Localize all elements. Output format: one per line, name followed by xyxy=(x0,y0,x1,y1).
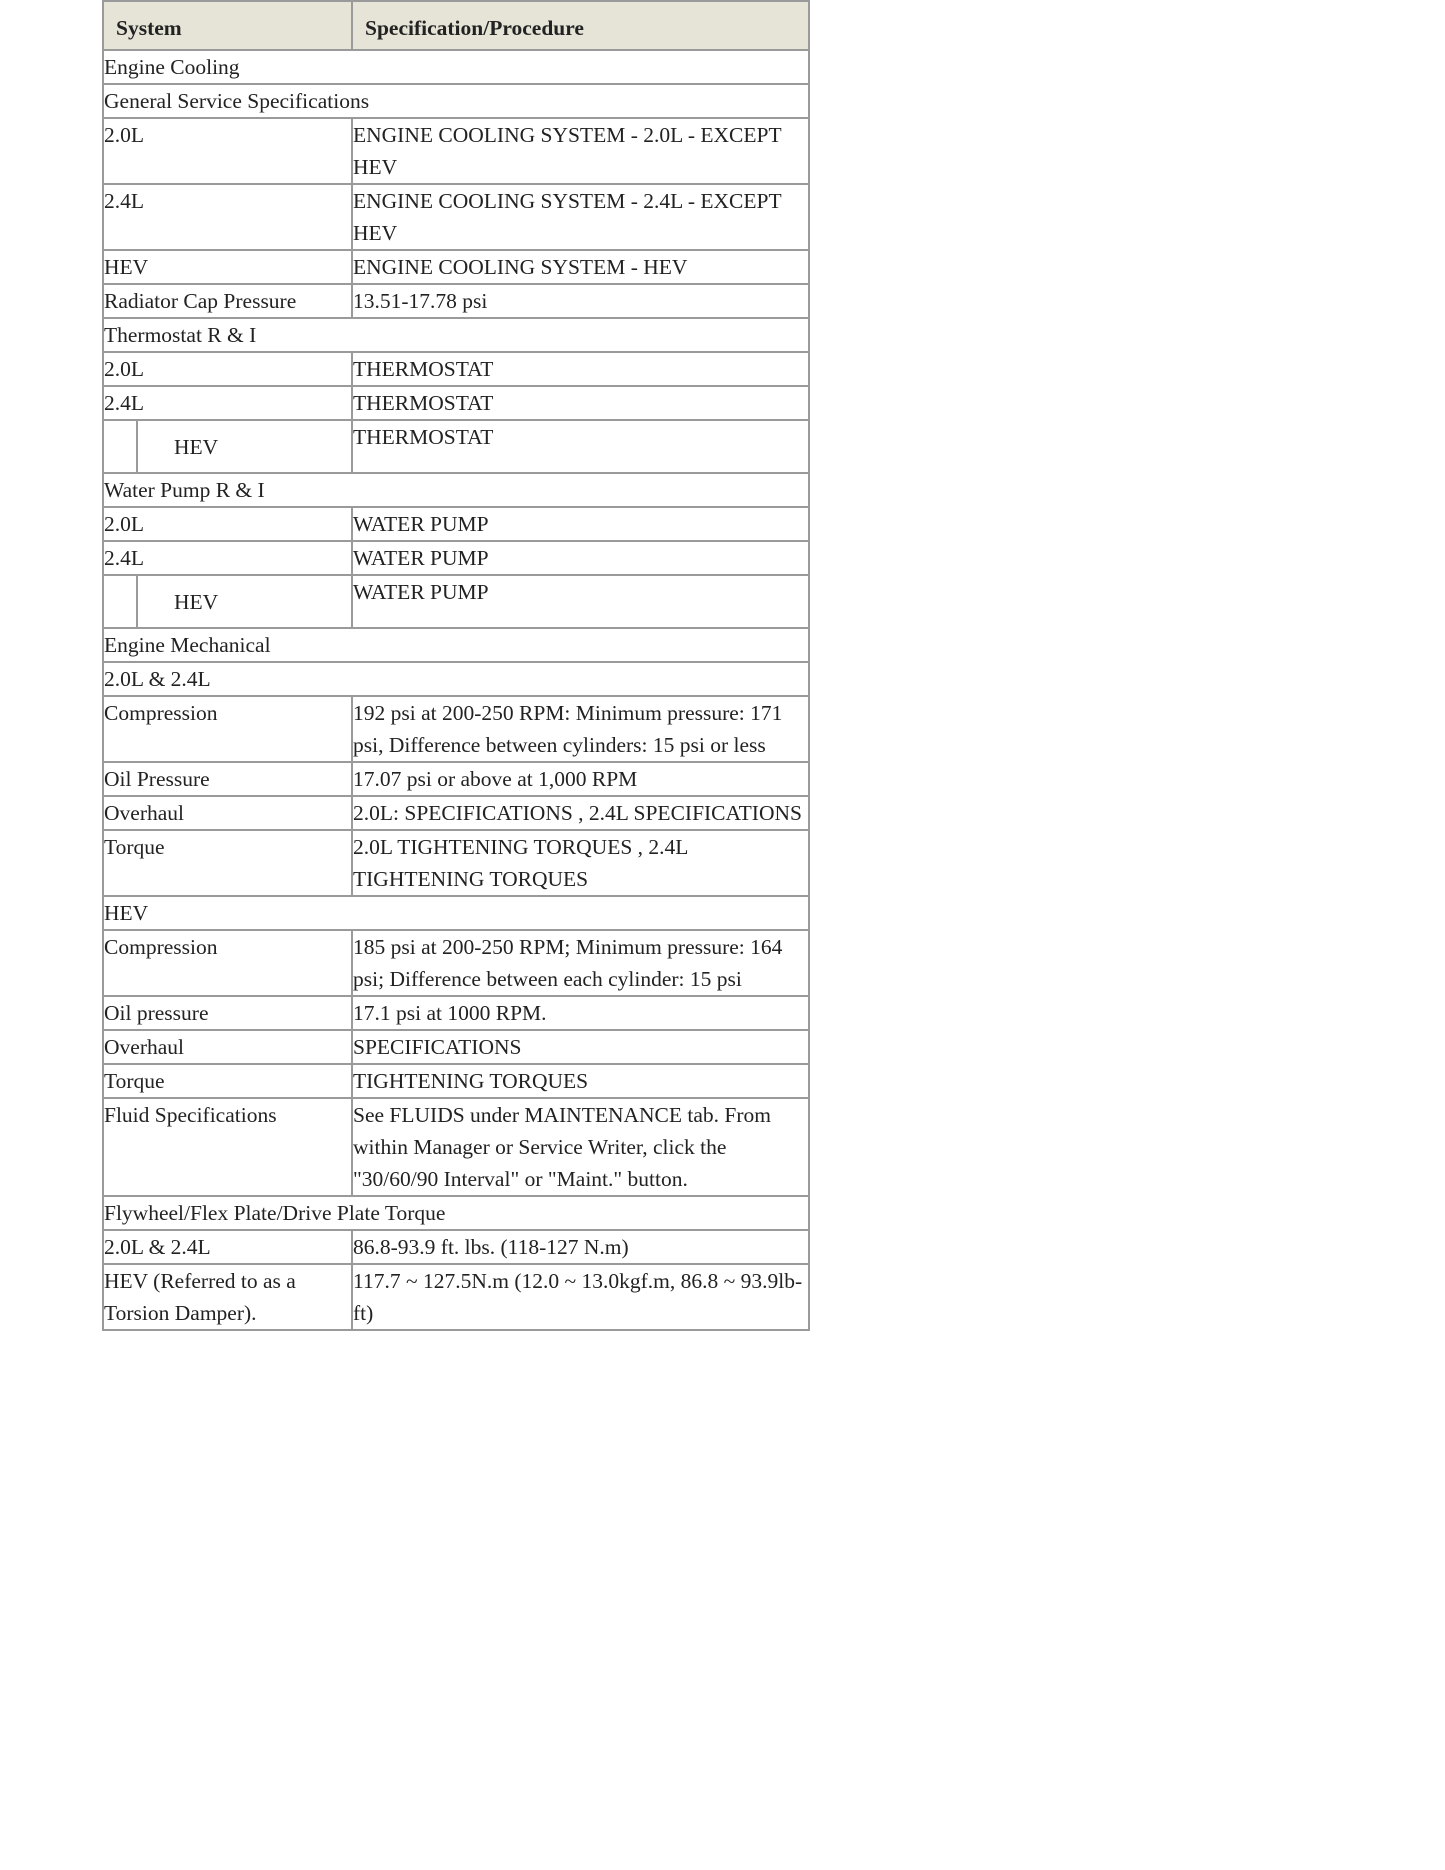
system-label: Torque xyxy=(103,1064,352,1098)
indent-gutter xyxy=(104,576,138,627)
indent-gutter xyxy=(104,421,138,472)
table-section-row xyxy=(103,318,809,352)
table-section-row xyxy=(103,896,809,930)
table-section-row xyxy=(103,662,809,696)
section-label: Thermostat R & I xyxy=(103,318,809,352)
specification-value: 192 psi at 200-250 RPM: Minimum pressure: 171 psi, Difference between cylinders: 15 psi or less xyxy=(352,696,809,762)
table-row xyxy=(103,830,809,896)
table-section-row xyxy=(103,84,809,118)
table-section-row xyxy=(103,473,809,507)
section-label: Engine Mechanical xyxy=(103,628,809,662)
system-label: 2.4L xyxy=(103,184,352,250)
specification-value: WATER PUMP xyxy=(352,541,809,575)
system-label: 2.0L xyxy=(103,507,352,541)
system-label: HEV (Referred to as a Torsion Damper). xyxy=(103,1264,352,1330)
system-label: Overhaul xyxy=(103,1030,352,1064)
system-label: 2.4L xyxy=(103,541,352,575)
specification-value: See FLUIDS under MAINTENANCE tab. From within Manager or Service Writer, click the "30/60/90 Interval" or "Maint." button. xyxy=(352,1098,809,1196)
table-row xyxy=(103,575,809,628)
specification-value: THERMOSTAT xyxy=(352,352,809,386)
specification-value: ENGINE COOLING SYSTEM - 2.4L - EXCEPT HEV xyxy=(352,184,809,250)
column-header-specification: Specification/Procedure xyxy=(352,1,809,50)
table-row xyxy=(103,1264,809,1330)
table-row xyxy=(103,507,809,541)
table-section-row xyxy=(103,1196,809,1230)
system-label: Radiator Cap Pressure xyxy=(103,284,352,318)
specification-value: WATER PUMP xyxy=(352,575,809,628)
specification-value: 2.0L TIGHTENING TORQUES , 2.4L TIGHTENING TORQUES xyxy=(352,830,809,896)
specification-value: THERMOSTAT xyxy=(352,420,809,473)
table-row xyxy=(103,250,809,284)
table-row xyxy=(103,420,809,473)
system-label: Overhaul xyxy=(103,796,352,830)
specification-value: 17.1 psi at 1000 RPM. xyxy=(352,996,809,1030)
system-label: 2.0L & 2.4L xyxy=(103,1230,352,1264)
system-label: Oil Pressure xyxy=(103,762,352,796)
specification-value: SPECIFICATIONS xyxy=(352,1030,809,1064)
specification-value: 86.8-93.9 ft. lbs. (118-127 N.m) xyxy=(352,1230,809,1264)
section-label: Flywheel/Flex Plate/Drive Plate Torque xyxy=(103,1196,809,1230)
section-label: 2.0L & 2.4L xyxy=(103,662,809,696)
table-row xyxy=(103,284,809,318)
system-cell xyxy=(103,575,352,628)
table-row xyxy=(103,930,809,996)
table-row xyxy=(103,1030,809,1064)
table-row xyxy=(103,762,809,796)
table-row xyxy=(103,386,809,420)
table-row xyxy=(103,118,809,184)
specification-value: ENGINE COOLING SYSTEM - 2.0L - EXCEPT HEV xyxy=(352,118,809,184)
specification-value: 2.0L: SPECIFICATIONS , 2.4L SPECIFICATIONS xyxy=(352,796,809,830)
specification-value: WATER PUMP xyxy=(352,507,809,541)
system-label: HEV xyxy=(103,250,352,284)
system-label: HEV xyxy=(174,435,219,459)
table-row xyxy=(103,1098,809,1196)
system-label: 2.0L xyxy=(103,118,352,184)
section-label: HEV xyxy=(103,896,809,930)
section-label: Water Pump R & I xyxy=(103,473,809,507)
system-label: 2.0L xyxy=(103,352,352,386)
specification-value: THERMOSTAT xyxy=(352,386,809,420)
system-label: Oil pressure xyxy=(103,996,352,1030)
table-row xyxy=(103,796,809,830)
specification-value: 17.07 psi or above at 1,000 RPM xyxy=(352,762,809,796)
system-label: Torque xyxy=(103,830,352,896)
table-row xyxy=(103,352,809,386)
column-header-system: System xyxy=(103,1,352,50)
system-label: Compression xyxy=(103,696,352,762)
table-row xyxy=(103,696,809,762)
system-label: Fluid Specifications xyxy=(103,1098,352,1196)
section-label: General Service Specifications xyxy=(103,84,809,118)
system-cell xyxy=(103,420,352,473)
specification-value: 185 psi at 200-250 RPM; Minimum pressure: 164 psi; Difference between each cylinder: 15 psi xyxy=(352,930,809,996)
table-row xyxy=(103,1064,809,1098)
table-row xyxy=(103,184,809,250)
specification-value: 13.51-17.78 psi xyxy=(352,284,809,318)
specification-value: 117.7 ~ 127.5N.m (12.0 ~ 13.0kgf.m, 86.8 ~ 93.9lb-ft) xyxy=(352,1264,809,1330)
specification-value: ENGINE COOLING SYSTEM - HEV xyxy=(352,250,809,284)
specifications-table xyxy=(102,0,810,1331)
table-header-row xyxy=(103,1,809,50)
table-row xyxy=(103,541,809,575)
table-row xyxy=(103,1230,809,1264)
system-label: Compression xyxy=(103,930,352,996)
system-label: HEV xyxy=(174,590,219,614)
table-row xyxy=(103,996,809,1030)
table-section-row xyxy=(103,628,809,662)
specification-value: TIGHTENING TORQUES xyxy=(352,1064,809,1098)
table-section-row xyxy=(103,50,809,84)
section-label: Engine Cooling xyxy=(103,50,809,84)
system-label: 2.4L xyxy=(103,386,352,420)
